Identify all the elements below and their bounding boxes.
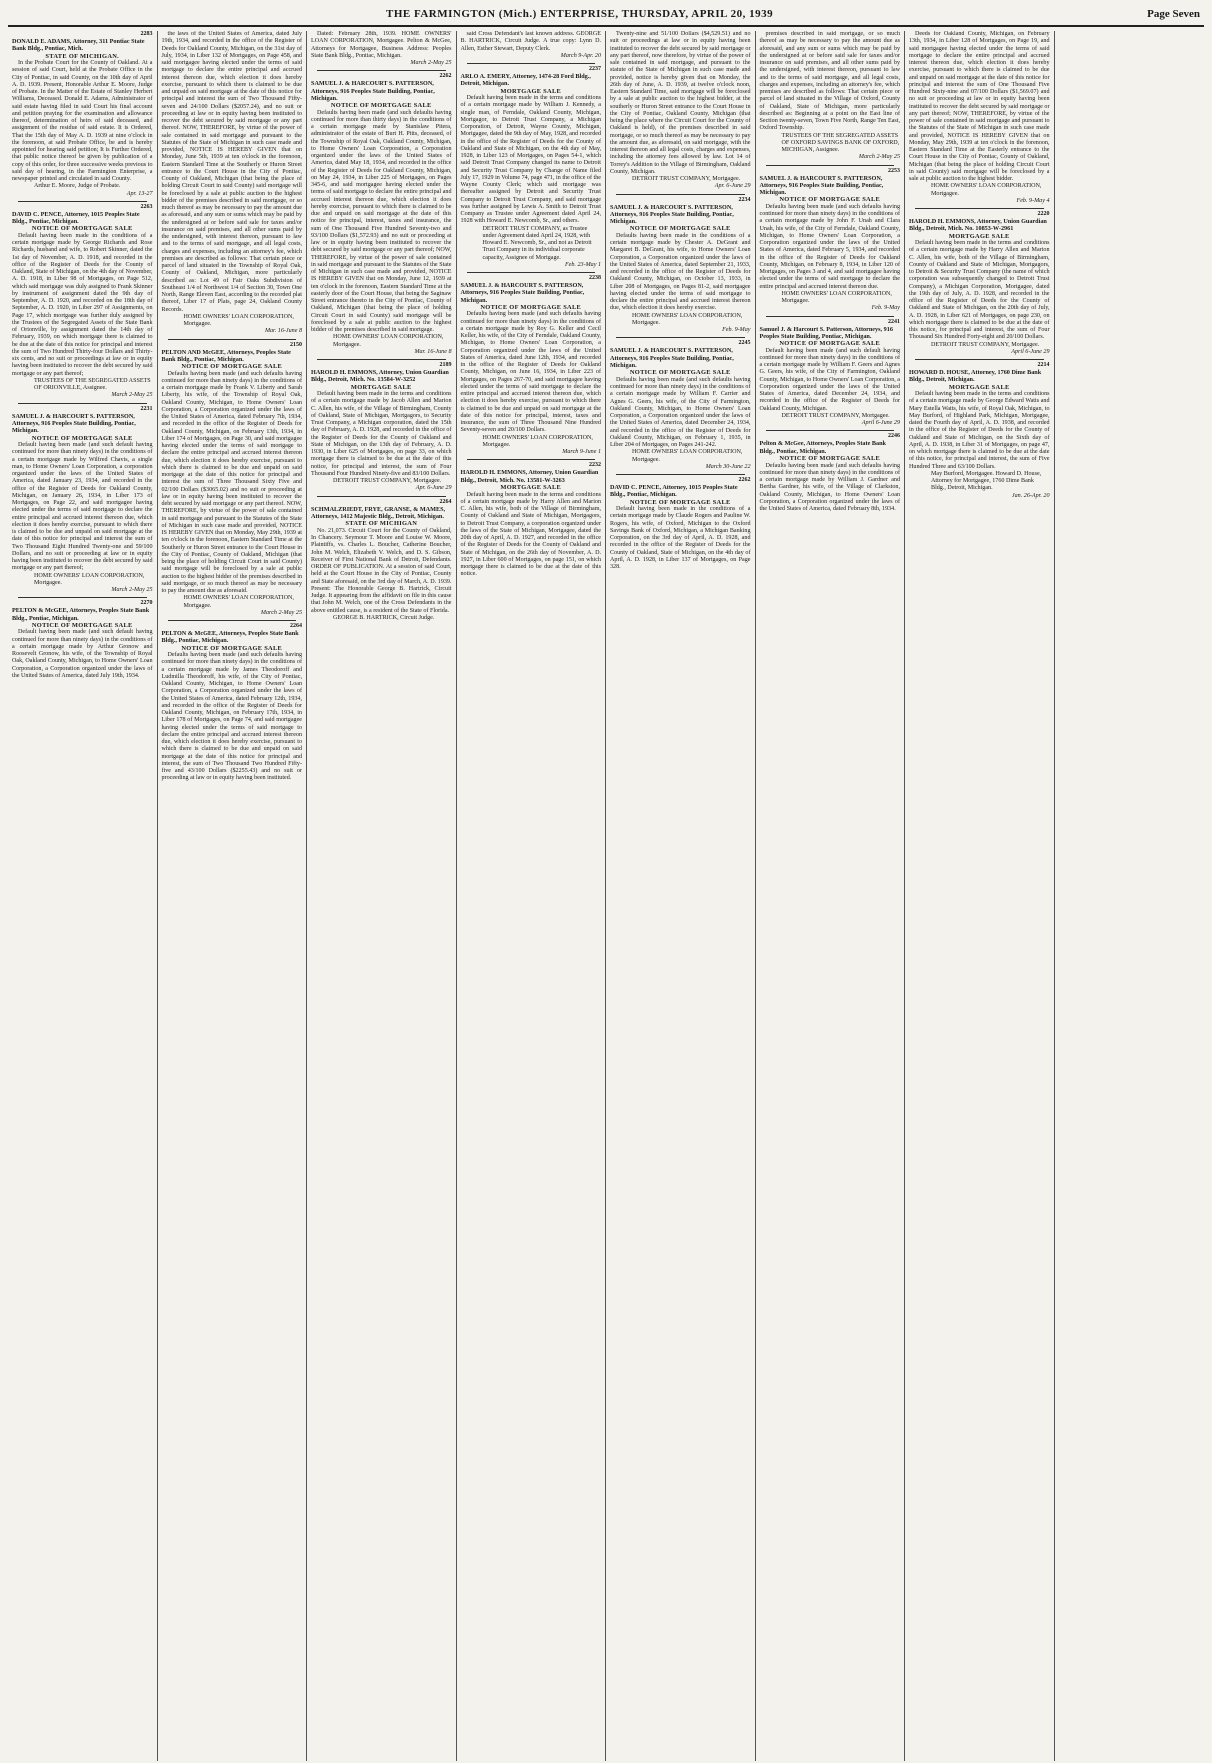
notice-divider bbox=[766, 430, 895, 431]
legal-notice bbox=[461, 66, 602, 269]
legal-notice bbox=[162, 342, 303, 618]
notice-signature: DETROIT TRUST COMPANY, as Trustee under Agreement dated April 24, 1928, with Howard E. Newcomb, Sr., and not as Detroit Trust Company in its individual corporate capacity, Assignee of Mortgage. bbox=[482, 225, 592, 261]
notice-number: 2220 bbox=[1037, 211, 1050, 217]
notice-body: Default having been made (and such default having continued for more than ninety days) in the conditions of a certain mortgage made by Wilfred Chavis, a single man, to Home Owners' Loan Corporation, a corporation organized under the laws of the United States of America, dated January 23, 1934, and recorded in the office of the Register of Deeds for Oakland County, Michigan, on January 26, 1934, in Liber 173 of Mortgages, on Page 22, and said mortgagee having elected under the terms of said mortgage to declare the entire principal and accrued interest thereon due, which election it does hereby exercise, pursuant to which there is claimed to be due and unpaid on said mortgage at the date of this notice for principal and interest the sum of Two Thousand Eight Hundred Twenty-one and 59/100 Dollars, and no suit or proceeding at law or in equity having been instituted to recover the debt secured by said mortgage or any part thereof; bbox=[12, 442, 153, 572]
notice-title: MORTGAGE SALE bbox=[948, 232, 1010, 240]
notice-body: Default having been made (and such default having continued for more than ninety days) in the conditions of a certain mortgage made by Arthur Gronow and Roosevelt Gronow, his wife, of the Township of Royal Oak, Oakland County, Michigan, to Home Owners' Loan Corporation, a Corporation organized under the laws of the United States of America, dated July 19th, 1934. bbox=[12, 629, 153, 679]
notice-divider bbox=[168, 620, 297, 621]
notice-number: 2238 bbox=[589, 275, 601, 282]
notice-number: 2214 bbox=[1037, 362, 1050, 369]
notice-attorney: SAMUEL J. & HARCOURT S. PATTERSON, Attorneys, 916 Peoples State Building, Pontiac, Michigan. bbox=[610, 347, 734, 369]
notice-body: Twenty-nine and 51/100 Dollars ($4,529.51) and no suit or proceedings at law or in equity having been instituted to recover the debt secured by said mortgage or any part thereof, now therefore, by virtue of the power of sale contained in said mortgage, and pursuant to the statute of the State of Michigan in such case made and provided, notice is hereby given that on Monday, the 26th day of June, A. D. 1939, at twelve o'clock noon, Eastern Standard Time, said mortgage will be foreclosed by a sale at public auction to the highest bidder, at the southerly or Huron Street entrance to the Court House in the City of Pontiac, Oakland County, Michigan (that being the place where the Circuit Court for the County of Oakland is held), of the premises described in said mortgage, or so much thereof as may be necessary to pay the amount due, as aforesaid, on said mortgage, with the interest thereon and all legal costs, charges and expenses, including the attorney fees allowed by law. Lot 14 of Torrey's Addition to the Village of Birmingham, Oakland County, Michigan. bbox=[610, 31, 751, 175]
notice-number: 2234 bbox=[738, 196, 751, 203]
notice-dates: Apr. 6-June 29 bbox=[714, 183, 751, 190]
notice-body: Defaults having been made (and such defaults having continued for more than ninety days) in the conditions of a certain mortgage made by Frank V. Liberty and Sarah Liberty, his wife, of the Township of Royal Oak, Oakland County, Michigan, to Home Owners' Loan Corporation, a Corporation organized under the laws of the United States of America, dated February 7th, 1934, and recorded in the office of the Register of Deeds for Oakland County, Michigan, on February 13th, 1934, in Liber 174 of Mortgages, on Page 30, and said mortgagee having elected under the terms of said mortgage to declare the entire principal and accrued interest thereon due, which election it does hereby exercise, pursuant to which there is claimed to be due and unpaid on said mortgage at the date of this notice for principal and interest the sum of Three Thousand Sixty Five and 02/100 Dollars ($3065.02) and no suit or proceeding at law or in equity having been instituted to recover the debt secured by said mortgage or any part thereof. NOW, THEREFORE, by virtue of the power of sale contained in said mortgage and pursuant to the Statutes of the State of Michigan in such case made and provided, NOTICE IS HEREBY GIVEN that on Monday, May 29th, 1939 at ten o'clock in the forenoon, Eastern Standard Time at the Southerly or Huron Street entrance to the Court House in the City of Pontiac, County of Oakland, Michigan (that being the place of holding Circuit Court in said County) said mortgage will be foreclosed by a sale at public auction to the highest bidder of the premises described in said mortgage, or so much thereof as may be necessary to pay the amount due as aforesaid. bbox=[161, 370, 302, 595]
notice-attorney: Pelton & McGee, Attorneys, Peoples State Bank Bldg., Pontiac, Michigan. bbox=[759, 440, 886, 455]
legal-notice bbox=[311, 362, 452, 493]
notice-dates: April 6-June 29 bbox=[861, 420, 900, 427]
notice-attorney: HAROLD H. EMMONS, Attorney, Union Guardian Bldg., Detroit, Mich. No. 10853-W-2961 bbox=[909, 218, 1047, 233]
legal-notice bbox=[461, 275, 602, 456]
notice-body: Defaults having been made (and such defaults having continued for more than thirty days) in the conditions of a certain mortgage made by Stanislaw Pitera, administrator of the estate of Burt H. Pitts, deceased, of the Township of Royal Oak, Oakland County, Michigan, to Home Owners' Loan Corporation, a Corporation organized under the laws of the United States of America, dated May 18, 1934, and recorded in the office of the Register of Deeds for Oakland County, Michigan, on May 24, 1934, in Liber 225 of Mortgages, on Pages 345-6, and said mortgagee having elected under the terms of said mortgage to declare the entire principal and accrued interest thereon due, which election it does hereby exercise, pursuant to which there is claimed to be due and unpaid on said mortgage at the date of this notice for principal, interest, taxes and insurance, the sum of One Thousand Five Hundred Seventy-two and 93/100 Dollars ($1,572.93) and no suit or proceeding at law or in equity having been instituted to recover the debt secured by said mortgage or any part thereof; NOW, THEREFORE, by virtue of the power of sale contained in said mortgage and pursuant to the Statutes of the State of Michigan in such case made and provided, NOTICE IS HEREBY GIVEN that on Monday, June 12, 1939 at ten o'clock in the forenoon, Eastern Standard Time at the easterly door of the Court House, that being the Saginaw Street entrance thereto in the City of Pontiac, County of Oakland, Michigan (that being the place of holding Circuit Court in said County) said mortgage will be foreclosed by a sale at public auction to the highest bidder of the premises described in said mortgage. bbox=[311, 109, 452, 334]
notice-dates: March 9-June 1 bbox=[562, 449, 601, 456]
notice-signature: May Burford, Mortgagee. Howard D. House, Attorney for Mortgagee, 1760 Dime Bank Bldg., Detroit, Michigan. bbox=[931, 470, 1042, 492]
notice-number: 2241 bbox=[888, 318, 900, 325]
notice-signature: HOME OWNERS' LOAN CORPORATION, Mortgagee. bbox=[34, 572, 145, 586]
notice-dates: April 6-June 29 bbox=[1011, 348, 1050, 355]
notice-divider bbox=[467, 63, 596, 64]
notice-body: Defaults having been made in the conditions of a certain mortgage made by Chester A. DeGrant and Margaret B. DeGrant, his wife, to Home Owners' Loan Corporation, a Corporation organized under the laws of the United States of America, dated September 21, 1933, and recorded in the office of the Register of Deeds for Oakland County, Michigan, on October 13, 1933, in Liber 208 of Mortgages, on Pages 81-2, said mortgagee having elected under the terms of said mortgage to declare the entire principal and accrued interest thereon due, which election it does hereby exercise. bbox=[610, 232, 751, 312]
notice-signature: GEORGE B. HARTRICK, Circuit Judge. bbox=[333, 614, 435, 621]
notice-signature: HOME OWNERS' LOAN CORPORATION, Mortgagee. bbox=[632, 312, 743, 326]
notice-signature: DETROIT TRUST COMPANY, Mortgagee. bbox=[781, 412, 890, 419]
notice-signature: DETROIT TRUST COMPANY, Mortgagee. bbox=[931, 341, 1040, 348]
notice-attorney: DAVID C. PENCE, Attorney, 1015 Peoples State Bldg., Pontiac, Michigan. bbox=[610, 484, 738, 499]
legal-notice bbox=[162, 623, 303, 783]
notice-number: 2283 bbox=[140, 31, 153, 37]
notice-number: 2262 bbox=[439, 73, 452, 80]
notice-number: 2263 bbox=[140, 203, 153, 210]
notice-body: Default having been made in the conditions of a certain mortgage made by George Richards and Rose Richards, husband and wife, to Robert Skinner, dated the 1st day of November, A. D. 1918, and recorded in the office of the Register of Deeds for the County of Oakland, State of Michigan, on the 4th day of November, A. D. 1918, in Liber 98 of Mortgages, on Page 512, which said mortgage was duly assigned to Frank Skinner by instrument of assignment dated the 9th day of September, A. D. 1920, and recorded on the 18th day of September, A. D. 1920, in Liber 297 of Assignments, on Page 17, which mortgage was further duly assigned by the Trustees of the Segregated Assets of the State Bank of Orionville, by assignment dated the 14th day of February, 1939, on which mortgage there is claimed to be due at the date of this notice for principal and interest the sum of Two Hundred Thirty-four Dollars and Thirty-six cents, and no suit or proceedings at law or in equity having been instituted to recover the debt secured by said mortgage or any part thereof; bbox=[12, 232, 153, 377]
legal-notice bbox=[610, 477, 751, 571]
notice-body: Defaults having been made (and such defaults having continued for more than ninety days) in the conditions of a certain mortgage made by Roy G. Keller and Cecil Keller, his wife, of the City of Ferndale, Oakland County, Michigan, to Home Owners' Loan Corporation, a Corporation organized under the laws of the United States of America, dated June 12th, 1934, and recorded in the office of the Register of Deeds for Oakland County, Michigan, on June 16, 1934, in Liber 223 of Mortgages, on Pages 267-70, and said mortgagee having elected under the terms of said mortgage to declare the entire principal and accrued interest thereon due, which election it does hereby exercise, pursuant to which there is claimed to be due and unpaid on said mortgage at the date of this notice for principal, interest, taxes and insurance, the sum of Three Thousand Nine Hundred Seventy-seven and 20/100 Dollars. bbox=[460, 311, 601, 434]
notice-signature: HOME OWNERS' LOAN CORPORATION, Mortgagee. bbox=[931, 183, 1042, 197]
notice-signature: HOME OWNERS' LOAN CORPORATION, Mortgagee. bbox=[333, 334, 444, 348]
notice-body: Defaults having been made (and such defaults having continued for more than ninety days) in the conditions of a certain mortgage made by William J. Gardner and Bertha Gardner, his wife, of the Village of Clarkston, Oakland County, Michigan, to Home Owners' Loan Corporation, a Corporation organized under the laws of the United States of America, dated February 8th, 1934. bbox=[759, 462, 900, 513]
notice-title: NOTICE OF MORTGAGE SALE bbox=[629, 225, 731, 233]
notice-body: Default having been made in the conditions of a certain mortgage made by Claude Rogers and Pauline W. Rogers, his wife, of Oxford, Michigan to the Oxford Savings Bank of Oxford, Michigan, a Michigan Banking Corporation, on the 3rd day of April, A. D. 1928, and recorded in the office of the Register of Deeds for the County of Oakland, State of Michigan, on the 4th day of April, A. D. 1928, in Liber 137 of Mortgages, on Page 328. bbox=[610, 506, 751, 571]
notice-dates: March 9-Apr. 20 bbox=[560, 52, 601, 59]
notice-title: NOTICE OF MORTGAGE SALE bbox=[779, 455, 881, 463]
notice-dates: Apr. 6-June 29 bbox=[415, 485, 452, 492]
notice-number: 2264 bbox=[290, 623, 302, 630]
notice-divider bbox=[616, 474, 745, 475]
notice-dates: March 2-May 25 bbox=[111, 392, 153, 399]
notice-divider bbox=[317, 496, 446, 497]
notice-number: 2245 bbox=[738, 340, 751, 347]
notice-body: Default having been made in the terms and conditions of a certain mortgage made by Harry Allen and Marion C. Allen, his wife, both of the Village of Birmingham, County of Oakland and State of Michigan, Mortgagors, to Detroit & Security Trust Company (the name of which corporation was subsequently changed to Detroit Trust Company), a Michigan Corporation, Mortgagee, dated the 19th day of July, A. D. 1928, and recorded in the office of the Register of Deeds for the County of Oakland and State of Michigan, on the 20th day of July, A. D. 1928, in Liber 621 of Mortgages, on page 230, on which mortgage there is claimed to be due at the date of this notice, for principal and interest, the sum of Four Thousand Six Hundred Forty-eight and 20/100 Dollars. bbox=[909, 240, 1050, 341]
notice-signature: HOME OWNERS' LOAN CORPORATION, Mortgagee. bbox=[781, 290, 892, 305]
legal-notice bbox=[461, 462, 602, 578]
notice-signature: Arthur E. Moore, Judge of Probate. bbox=[34, 183, 121, 190]
page-number: Page Seven bbox=[1147, 8, 1200, 20]
notice-dates: Feb. 23-May 1 bbox=[564, 261, 601, 268]
legal-notice bbox=[760, 319, 901, 428]
column-6 bbox=[756, 31, 906, 1761]
notice-divider bbox=[915, 359, 1044, 360]
notice-body: the laws of the United States of America, dated July 19th, 1934, and recorded in the office of the Register of Deeds for Oakland County, Michigan, on the 31st day of July, 1934, in Liber 132 of Mortgages, on Page 458, and said mortgagee having elected under the terms of said mortgage to declare the entire principal and accrued interest thereon due, which election it does hereby exercise, pursuant to which there is claimed to be due and unpaid on said mortgage at the date of this notice for principal and interest the sum of Two Thousand Fifty-seven and 24/100 Dollars ($2057.24), and no suit or proceeding at law or in equity having been instituted to recover the debt secured by said mortgage or any part thereof. NOW, THEREFORE, by virtue of the power of sale contained in said mortgage and pursuant to the Statutes of the State of Michigan in such case made and provided, NOTICE IS HEREBY GIVEN that on Monday, June 5th, 1939 at ten o'clock in the forenoon, Eastern Standard Time at the Southerly or Huron Street entrance to the Court House in the City of Pontiac, County of Oakland, Michigan (that being the place of holding Circuit Court in said County) said mortgage will be foreclosed by a sale at public auction to the highest bidder of the premises described in said mortgage, or so much thereof as may be necessary to pay the amount due as aforesaid, and any sum or sums which may be paid by the undersigned at or before said sale for taxes and/or insurance on said premises, and all other sums paid by the undersigned, with interest thereon, pursuant to law and to the terms of said mortgage, and all legal costs, charges and expenses, including an attorney's fee, which premises are described as follows: That certain piece or parcel of land situated in the Township of Royal Oak, County of Oakland, Michigan, more particularly described as: Lot 49 of Fair Oaks Subdivision of Southeast 1/4 of Northwest 1/4 of Section 30, Town One North, Range Eleven East, according to the recorded plat thereof, Liber 17 of Plats, page 24, Oakland County Records. bbox=[161, 31, 302, 313]
legal-notice bbox=[12, 204, 153, 400]
notice-dates: Mar. 16-June 8 bbox=[264, 328, 302, 335]
notice-divider bbox=[467, 459, 596, 460]
notice-signature: HOME OWNERS' LOAN CORPORATION, Mortgagee. bbox=[632, 449, 743, 463]
legal-notices-columns bbox=[8, 31, 1204, 1761]
legal-notice bbox=[760, 433, 901, 513]
notice-body: Default having been made (and such default having continued for more than ninety days) in the conditions of a certain mortgage made by William F. Geers and Agnes G. Geers, his wife, of the City of Farmington, Oakland County, Michigan, to Home Owners' Loan Corporation, a Corporation organized under the laws of the United States of America, dated December 24, 1934, and recorded in the office of the Register of Deeds for Oakland County, Michigan. bbox=[759, 347, 900, 412]
notice-divider bbox=[18, 403, 147, 404]
notice-attorney: SAMUEL J. & HARCOURT S. PATTERSON, Attorneys, 916 Peoples State Building, Pontiac, Michigan. bbox=[311, 80, 435, 102]
notice-signature: HOME OWNERS' LOAN CORPORATION, Mortgagee. bbox=[482, 434, 593, 448]
notice-body: No. 21,073. Circuit Court for the County of Oakland, In Chancery. Seymour T. Moore and Louise W. Moore, Plaintiffs, vs. Charles L. Boucher, Catherine Boucher, John M. Welch, Elizabeth V. Welch, and D. S. Gibson, Receiver of First National Bank of Detroit, Defendants. ORDER OF PUBLICATION. At a session of said Court, held at the Court House in the City of Pontiac, County and State aforesaid, on the 3rd day of March, A. D. 1939. Present: The Honorable George B. Hartrick, Circuit Judge. It appearing from the affidavit on file in this cause that John M. Welch, one of the Cross Defendants in the above entitled cause, is a resident of the State of Florida. bbox=[311, 527, 452, 614]
legal-notice bbox=[909, 31, 1050, 205]
notice-attorney: HOWARD D. HOUSE, Attorney, 1760 Dime Bank Bldg., Detroit, Michigan. bbox=[909, 369, 1042, 384]
notice-body: Default having been made in the terms and conditions of a certain mortgage made by William J. Kennedy, a single man, of Ferndale, Oakland County, Michigan, Mortgagor, to Detroit Trust Company, a Michigan Corporation, of Detroit, Wayne County, Michigan, Mortgagee, dated the 9th day of May, 1928, and recorded in the office of the Register of Deeds for the County of Oakland and State of Michigan, on the 4th day of May, 1928, in Liber 123 of Mortgages, on Pages 54-1, which said Detroit Trust Company changed its name to Detroit and Security Trust Company by Change of Name filed July 17, 1929 in Volume 74, page 471, in the office of the Wayne County Clerk; which said mortgage was thereafter assigned by Detroit and Security Trust Company to Detroit Trust Company, and said mortgage was further assigned by Lewis A. Smith to Detroit Trust Company as Trustee under Agreement dated April 24, 1928 with Howard E. Newcomb, Sr., and others. bbox=[460, 95, 601, 225]
notice-signature: HOME OWNERS' LOAN CORPORATION, Mortgagee. bbox=[183, 595, 294, 609]
legal-notice bbox=[12, 406, 153, 595]
legal-notice bbox=[311, 499, 452, 622]
notice-body: Defaults having been made (and such defaults having continued for more than ninety days) in the conditions of a certain mortgage made by John F. Unah and Clara Unah, his wife, of the City of Ferndale, Oakland County, Michigan, to Home Owners' Loan Corporation, a Corporation organized under the laws of the United States of America, dated February 5, 1934, and recorded in the office of the Register of Deeds for Oakland County, Michigan, on February 8, 1934, in Liber 120 of Mortgages, on Pages 3 and 4, and said mortgagee having elected under the terms of said mortgage to declare the entire principal and accrued interest thereon due. bbox=[759, 203, 900, 290]
notice-number: 2270 bbox=[140, 600, 153, 607]
notice-dates: March 2-May 25 bbox=[858, 154, 900, 161]
notice-divider bbox=[168, 339, 297, 340]
notice-signature: HOME OWNERS' LOAN CORPORATION, Mortgagee. bbox=[183, 313, 294, 327]
notice-title: MORTGAGE SALE bbox=[350, 383, 412, 391]
column-2 bbox=[158, 31, 308, 1761]
notice-body: Deeds for Oakland County, Michigan, on February 13th, 1934, in Liber 128 of Mortgages, on Page 19, and said mortgagee having elected under the terms of said mortgage to declare the entire principal and accrued interest thereon due, which election it does hereby exercise, pursuant to which there is claimed to be due and unpaid on said mortgage at the date of this notice for principal and interest the sum of One Thousand Five Hundred Sixty-nine and 07/100 Dollars ($1,569.07) and no suit or proceeding at law or in equity having been instituted to recover the debt secured by said mortgage or any part thereof; NOW, THEREFORE, by virtue of the power of sale contained in said mortgage and pursuant to the Statutes of the State of Michigan in such case made and provided, NOTICE IS HEREBY GIVEN that on Monday, May 29th, 1939 at ten o'clock in the forenoon, Eastern Standard Time at the Easterly entrance to the Court House in the City of Pontiac, County of Oakland, Michigan (that being the place of holding Circuit Court in said County) said mortgage will be foreclosed by a sale at public auction to the highest bidder. bbox=[909, 31, 1050, 182]
notice-attorney: SCHMALZRIEDT, FRYE, GRANSE, & MAMES, Attorneys, 1412 Majestic Bldg., Detroit, Michigan. bbox=[311, 505, 446, 521]
notice-attorney: Samuel J. & Harcourt S. Patterson, Attorneys, 916 Peoples State Building, Pontiac, Michigan. bbox=[759, 325, 893, 340]
notice-body: Dated: February 28th, 1939. HOME OWNERS' LOAN CORPORATION, Mortgagee. Pelton & McGee, Attorneys for Mortgagee, Business Address: Peoples State Bank Bldg., Pontiac, Michigan. bbox=[311, 31, 452, 59]
notice-dates: Feb. 9-May 4 bbox=[1016, 197, 1050, 204]
notice-signature: TRUSTEES OF THE SEGREGATED ASSETS OF OXFORD SAVINGS BANK OF OXFORD, MICHIGAN, Assignee. bbox=[781, 132, 900, 153]
column-7 bbox=[905, 31, 1055, 1761]
notice-divider bbox=[616, 337, 745, 338]
notice-divider bbox=[766, 316, 895, 317]
notice-attorney: DAVID C. PENCE, Attorney, 1015 Peoples State Bldg., Pontiac, Michigan. bbox=[12, 210, 140, 226]
notice-signature: DETROIT TRUST COMPANY, Mortgagee. bbox=[333, 478, 442, 485]
notice-attorney: PELTON & McGEE, Attorneys, Peoples State Bank Bldg., Pontiac, Michigan. bbox=[12, 607, 150, 622]
notice-dates: March 30-June 22 bbox=[705, 463, 751, 470]
notice-attorney: ARLO A. EMERY, Attorney, 1474-28 Ford Bldg., Detroit, Michigan. bbox=[460, 73, 591, 88]
legal-notice bbox=[760, 31, 901, 162]
notice-title: NOTICE OF MORTGAGE SALE bbox=[181, 363, 283, 371]
notice-dates: Feb. 9-May bbox=[722, 327, 751, 334]
legal-notice bbox=[909, 362, 1050, 500]
notice-body: In the Probate Court for the County of Oakland. At a session of said Court, held at the Probate Office in the City of Pontiac, in said County, on the 10th day of April A. D. 1939. Present, Honorable Arthur E. Moore, Judge of Probate. In the Matter of the Estate of Stanley Herbert Williams, Deceased. Donald E. Adams, Administrator of said estate having filed in said Court his final account and petition praying for the examination and allowance thereof, determination of heirs of said deceased, and assignment of the residue of said estate. It is Ordered, That the 15th day of May A. D. 1939 at nine o'clock in the forenoon, at said Probate Office, be and is hereby appointed for hearing said petition; It is Further Ordered, that public notice thereof be given by publication of a copy of this order, for three successive weeks previous to said day of hearing, in the Farmington Enterprise, a newspaper printed and circulated in said County. bbox=[12, 60, 153, 183]
notice-number: 2232 bbox=[589, 462, 601, 469]
legal-notice bbox=[610, 31, 751, 191]
notice-title: NOTICE OF MORTGAGE SALE bbox=[31, 225, 133, 233]
notice-title: NOTICE OF MORTGAGE SALE bbox=[629, 369, 731, 377]
legal-notice bbox=[461, 31, 602, 60]
legal-notice bbox=[610, 340, 751, 471]
notice-body: Defaults having been made (and such defaults having continued for more than ninety days) in the conditions of a certain mortgage made by James Theodoroff and Ludmilla Theodoroff, his wife, of the City of Pontiac, Oakland County, Michigan, to Home Owners' Loan Corporation, a Corporation organized under the laws of the United States of America, dated February 12th, 1934, and recorded in the office of the Register of Deeds for Oakland County, Michigan, on February 17th, 1934, in Liber 178 of Mortgages, on Page 74, and said mortgagee having elected under the terms of said mortgage to declare the entire principal and accrued interest thereon due, which election it does hereby exercise, pursuant to which there is claimed to be due and unpaid on said mortgage at the date of this notice for principal and interest, the sum of Two Thousand Two Hundred Fifty-five and 43/100 Dollars ($2255.43) and no suit or proceeding at law or in equity having been instituted. bbox=[161, 652, 302, 782]
notice-body: Default having been made in the terms and conditions of a certain mortgage made by Harry Allen and Marion C. Allen, his wife, both of the Village of Birmingham, County of Oakland and State of Michigan, Mortgagors, to Detroit Trust Company, a corporation organized under the laws of the State of Michigan, Mortgagee, dated the 20th day of April, A. D. 1927, and recorded in the office of the Register of Deeds for the County of Oakland and State of Michigan, on the 26th day of November, A. D. 1927, in Liber 600 of Mortgages, on page 151, on which mortgage there is claimed to be due at the date of this notice. bbox=[460, 491, 601, 578]
notice-title: STATE OF MICHIGAN bbox=[345, 520, 418, 528]
notice-body: Defaults having been made (and such defaults having continued for more than ninety days) in the conditions of a certain mortgage made by William F. Carrier and Agnes G. Geers, his wife, of the City of Farmington, Oakland County, Michigan, to Home Owners' Loan Corporation, a Corporation organized under the laws of the United States of America, dated December 24, 1934, and recorded in the office of the Register of Deeds for Oakland County, Michigan, on February 1, 1935, in Liber 204 of Mortgages, on Pages 241-242. bbox=[610, 376, 751, 449]
notice-number: 2264 bbox=[439, 498, 452, 505]
notice-title: NOTICE OF MORTGAGE SALE bbox=[629, 498, 731, 506]
notice-title: MORTGAGE SALE bbox=[500, 484, 562, 492]
notice-divider bbox=[317, 359, 446, 360]
notice-attorney: HAROLD H. EMMONS, Attorney, Union Guardian Bldg., Detroit, Mich. No. 13581-W-3263 bbox=[460, 469, 599, 484]
notice-dates: March 2-May 25 bbox=[111, 587, 153, 594]
notice-title: STATE OF MICHIGAN. bbox=[45, 52, 120, 60]
notice-number: 2231 bbox=[140, 405, 153, 412]
legal-notice bbox=[162, 31, 303, 336]
notice-attorney: PELTON & McGEE, Attorneys, Peoples State Bank Bldg., Pontiac, Michigan. bbox=[161, 630, 299, 645]
notice-attorney: DONALD E. ADAMS, Attorney, 311 Pontiac State Bank Bldg., Pontiac, Mich. bbox=[12, 38, 145, 53]
notice-title: NOTICE OF MORTGAGE SALE bbox=[779, 196, 881, 204]
notice-title: NOTICE OF MORTGAGE SALE bbox=[480, 303, 582, 311]
notice-dates: Jan. 26-Apr. 20 bbox=[1011, 492, 1050, 499]
notice-number: 2237 bbox=[589, 66, 601, 72]
notice-attorney: SAMUEL J. & HARCOURT S. PATTERSON, Attorneys, 916 Peoples State Building, Pontiac, Michigan. bbox=[12, 412, 136, 435]
notice-number: 2189 bbox=[439, 362, 452, 369]
notice-attorney: HAROLD H. EMMONS, Attorney, Union Guardian Bldg., Detroit, Mich. No. 13584-W-3252 bbox=[311, 369, 449, 384]
notice-body: premises described in said mortgage, or so much thereof as may be necessary to pay the amount due as aforesaid, and any sum or sums which may be paid by the undersigned at or before said sale for taxes and/or insurance on said premises, and all other sums paid by the undersigned, with interest thereon, pursuant to law and to the terms of said mortgage, and all legal costs, charges and expenses, including an attorney's fee, which premises are described as follows: That certain piece or parcel of land situated in the Village of Oxford, County of Oakland, State of Michigan, more particularly described as: Beginning at a point on the East line of Section twenty-seven, Town Five North, Range Ten East, Oxford Township. bbox=[759, 31, 900, 132]
notice-divider bbox=[317, 70, 446, 71]
notice-dates: Apr. 13-27 bbox=[126, 190, 153, 197]
legal-notice bbox=[12, 31, 153, 198]
notice-divider bbox=[467, 272, 596, 273]
notice-divider bbox=[915, 208, 1044, 209]
notice-attorney: SAMUEL J. & HARCOURT S. PATTERSON, Attorneys, 916 Peoples State Building, Pontiac, Michigan. bbox=[759, 174, 884, 197]
notice-number: 2246 bbox=[888, 433, 900, 440]
notice-body: Default having been made in the terms and conditions of a certain mortgage made by Jacob Allen and Marion C. Allen, his wife, of the Village of Birmingham, County of Oakland, State of Michigan, Mortgagors, to Security Trust Company, a Michigan corporation, dated the 15th day of February, A. D. 1928, and recorded in the office of the Register of Deeds for the County of Oakland and State of Michigan, on the 13th day of February, A. D. 1930, in Liber 625 of Mortgages, on page 33, on which mortgage there is claimed to be due at the date of this notice, for principal and interest, the sum of Four Thousand Four Hundred Ninety-five and 83/100 Dollars. bbox=[311, 391, 452, 477]
notice-number: 2253 bbox=[888, 167, 900, 174]
notice-title: MORTGAGE SALE bbox=[500, 87, 562, 95]
notice-title: MORTGAGE SALE bbox=[948, 383, 1010, 391]
column-1 bbox=[8, 31, 158, 1761]
masthead bbox=[8, 6, 1204, 27]
legal-notice bbox=[760, 168, 901, 313]
legal-notice bbox=[610, 197, 751, 335]
masthead-title: THE FARMINGTON (Mich.) ENTERPRISE, THURSDAY, APRIL 20, 1939 bbox=[385, 8, 774, 20]
column-4 bbox=[457, 31, 607, 1761]
notice-attorney: PELTON AND McGEE, Attorneys, Peoples State Bank Bldg., Pontiac, Michigan. bbox=[161, 348, 291, 363]
notice-dates: Mar. 16-June 8 bbox=[414, 348, 452, 355]
notice-signature: DETROIT TRUST COMPANY, Mortgagee. bbox=[632, 176, 741, 182]
notice-body: said Cross Defendant's last known address. GEORGE B. HARTRICK, Circuit Judge. A true copy: Lynn D. Allen, Esther Stewart, Deputy Clerk. bbox=[460, 31, 601, 52]
notice-number: 2262 bbox=[738, 477, 751, 484]
notice-title: NOTICE OF MORTGAGE SALE bbox=[181, 644, 283, 652]
column-3 bbox=[307, 31, 457, 1761]
notice-title: NOTICE OF MORTGAGE SALE bbox=[779, 340, 881, 348]
notice-dates: March 2-May 25 bbox=[410, 60, 452, 66]
notice-divider bbox=[616, 194, 745, 195]
legal-notice bbox=[311, 73, 452, 356]
notice-attorney: SAMUEL J. & HARCOURT S. PATTERSON, Attorneys, 916 Peoples State Building, Pontiac, Michigan. bbox=[610, 203, 734, 226]
notice-title: NOTICE OF MORTGAGE SALE bbox=[31, 434, 133, 442]
legal-notice bbox=[12, 600, 153, 680]
notice-title: NOTICE OF MORTGAGE SALE bbox=[330, 102, 432, 110]
notice-divider bbox=[766, 165, 895, 166]
notice-divider bbox=[18, 201, 147, 202]
notice-number: 2150 bbox=[290, 341, 302, 348]
notice-divider bbox=[18, 597, 147, 598]
notice-title: NOTICE OF MORTGAGE SALE bbox=[31, 621, 133, 629]
notice-dates: Feb. 9-May bbox=[871, 305, 900, 312]
notice-body: Default having been made in the terms and conditions of a certain mortgage made by George Edward Watts and Mary Estella Watts, his wife, of Royal Oak, Michigan, to May Burford, of Highland Park, Michigan, Mortgagee, dated the Fourth day of April, A. D. 1938, and recorded in the office of the Register of Deeds for the County of Oakland and State of Michigan, on the Sixth day of April, A. D. 1938, in Liber 31 of Mortgages, on page 47, on which mortgage there is claimed to be due at the date of this notice, for principal and interest, the sum of Five Hundred Three and 63/100 Dollars. bbox=[909, 391, 1050, 470]
notice-dates: March 2-May 25 bbox=[260, 609, 302, 616]
notice-signature: TRUSTEES OF THE SEGREGATED ASSETS OF ORIONVILLE, Assignee. bbox=[34, 377, 151, 392]
legal-notice bbox=[909, 211, 1050, 356]
notice-attorney: SAMUEL J. & HARCOURT S. PATTERSON, Attorneys, 916 Peoples State Building, Pontiac, Michigan. bbox=[460, 282, 585, 304]
legal-notice bbox=[311, 31, 452, 67]
column-5 bbox=[606, 31, 756, 1761]
column-8 bbox=[1055, 31, 1205, 1761]
